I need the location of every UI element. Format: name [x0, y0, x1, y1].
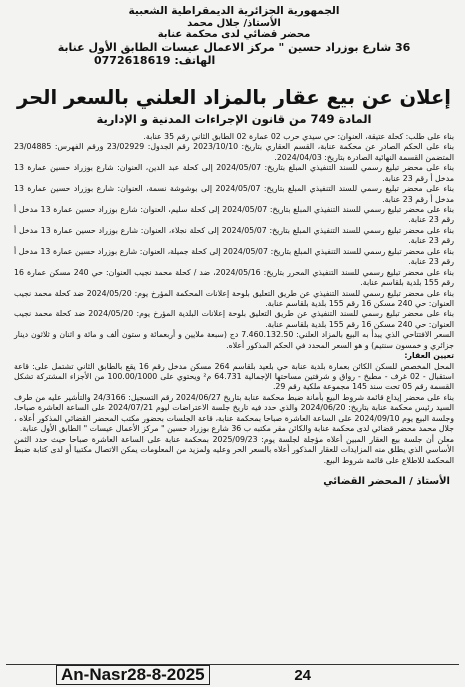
paragraph: بناء على محضر إيداع قائمة شروط البيع بأمانة ضبط محكمة عنابة بتاريخ 2024/06/27 رقم التسجيل: 24/3166 والتأشير عليه من طرف السيد رئيس محكمة عنابة بتاريخ: 2024/06/20 والذي حدد فيه تاريخ جلسة الاعتراضات ليوم 2024/07/21 على الساعة العاشرة صباحا، وجلسة البيع يوم 2024/09/10 على الساعة العاشرة صباحا بمحكمة عنابة، قاعة الجلسات بحضور مكتب المحضر القضائي المذكور أعلاه ، جلال محمد محضر قضائي لدى محكمة عنابة والكائن مقر مكتبه ب 36 شارع بوزراد حسين " مركز الأعمال عيسات " الطابق الأول عنابة.: [14, 392, 454, 434]
lawyer-name: الأستاذ/ جلال محمد: [187, 17, 281, 29]
paragraph: بناء على محضر تبليغ رسمي للسند التنفيذي المبلغ بتاريخ: 2024/05/07 إلى كحلة عبد الدين، العنوان: شارع بوزراد حسين عمارة 13 مدخل أ رقم 23 عنابة.: [14, 163, 454, 183]
paragraph: بناء على محضر تبليغ رسمي للسند التنفيذي عن طريق التعليق بلوحة إعلانات المحكمة المؤرخ يوم: 2024/05/20 ضد كحلة محمد نجيب العنوان: حي 240 مسكن 16 رقم 155 بلدية بلقاسم عنابة.: [14, 288, 455, 308]
paragraph: بناء على محضر تبليغ رسمي للسند التنفيذي المبلغ بتاريخ: 2024/05/07 إلى بوشوشة نسمة، العنوان: شارع بوزراد حسين عمارة 13 مدخل أ رقم 23 عنابة.: [14, 184, 454, 204]
newspaper-footer: [6, 664, 459, 685]
paragraph: السعر الافتتاحي الذي يبدأ به البيع بالمزاد العلني: 7.460.132.50 دج (سبعة ملايين و أربعمائة و ستون ألف و مائة و اثنان و ثلاثون دينار جزائري و خمسون سنتيم) و هو السعر المحدد في الحكم المذكور أعلاه.: [14, 330, 454, 350]
paragraph: بناء على الحكم الصادر عن محكمة عنابة، القسم العقاري بتاريخ: 2023/10/10 رقم الجدول: 23/02929 ورقم الفهرس: 23/04885 المتضمن القسمة النهائية الصادرة بتاريخ: 2024/04/03.: [14, 142, 454, 162]
paragraph: بناء على محضر تبليغ رسمي للسند التنفيذي المحرر بتاريخ: 2024/05/16، ضد / كحلة محمد نجيب العنوان: حي 240 مسكن عمارة 16 رقم 155 بلدية بلقاسم عنابة.: [14, 267, 454, 288]
office-phone: الهاتف: 0772618619: [94, 54, 216, 68]
paragraph: بناء على محضر تبليغ رسمي للسند التنفيذي المبلغ بتاريخ: 2024/05/07 إلى كحلة نجلاء، العنوان: شارع بوزراد حسين عمارة 13 مدخل أ رقم 23 عنابة.: [14, 225, 454, 246]
paragraph: بناء على محضر تبليغ رسمي للسند التنفيذي عن طريق التعليق بلوحة إعلانات البلدية المؤرخ يوم: 2024/05/20 ضد كحلة محمد نجيب العنوان: حي 240 مسكن 16 رقم 155 بلدية بلقاسم عنابة.: [14, 309, 454, 329]
section-heading: تعيين العقار:: [404, 351, 454, 361]
office-name: محضر قضائي لدى محكمة عنابة: [157, 28, 311, 40]
signature: الأستاذ / المحضر القضائي: [323, 475, 450, 487]
letterhead: [14, 6, 454, 68]
republic-name: الجمهورية الجزائرية الديمقراطية الشعبية: [128, 5, 340, 17]
paragraph: بناء على محضر تبليغ رسمي للسند التنفيذي المبلغ بتاريخ: 2024/05/07 إلى كحلة جميلة، العنوان: شارع بوزراد حسين عمارة 13 مدخل أ رقم 23 عنابة.: [14, 246, 454, 267]
page-number: 24: [294, 666, 311, 684]
notice-subtitle: المادة 749 من قانون الإجراءات المدنية و الإدارية: [96, 111, 372, 126]
notice-body: [14, 132, 454, 466]
paragraph: معلن أن جلسة بيع العقار المبين أعلاه مؤجلة لجلسة يوم: 2025/09/23 بمحكمة عنابة على الساعة العاشرة صباحا حيث حدد الثمن الأساسي الذي يطلق منه المزايدات للعقار المذكور أعلاه بالسعر الحر وعليه ولمزيد من المعلومات يمكن الاتصال مكتبيا أو لدى كتابة ضبط المحكمة للاطلاع على قائمة شروط البيع.: [14, 434, 454, 465]
office-address: 36 شارع بوزراد حسين " مركز الاعمال عيسات الطابق الأول عنابة: [57, 41, 411, 55]
paragraph: بناء على طلب: كحلة عتيقة، العنوان: حي سيدي حرب 02 عمارة 02 الطابق الثاني رقم 35 عنابة.: [143, 131, 454, 141]
newspaper-name-date: An-Nasr28-8-2025: [56, 665, 210, 685]
notice-page: [14, 6, 454, 662]
notice-title: إعلان عن بيع عقار بالمزاد العلني بالسعر الحر: [16, 85, 451, 109]
paragraph: بناء على محضر تبليغ رسمي للسند التنفيذي المبلغ بتاريخ: 2024/05/07 إلى كحلة سليم، العنوان: شارع بوزراد حسين عمارة 13 مدخل أ رقم 23 عنابة.: [14, 205, 454, 225]
paragraph: المحل المخصص للسكن الكائن بعمارة بلدية عنابة حي بلعيد بلقاسم 264 مسكن مدخل رقم 16 يقع بالطابق الثاني تشتمل على: قاعة استقبال - 02 غرف - مطبخ - رواق و شرفتين مساحتها الإجمالية 64.731 م² ويحتوي على 100.00/1000 من الأجزاء المشتركة تشكل القسمة رقم 05 تحت سند 145 مجموعة ملكية رقم 29.: [14, 361, 455, 392]
